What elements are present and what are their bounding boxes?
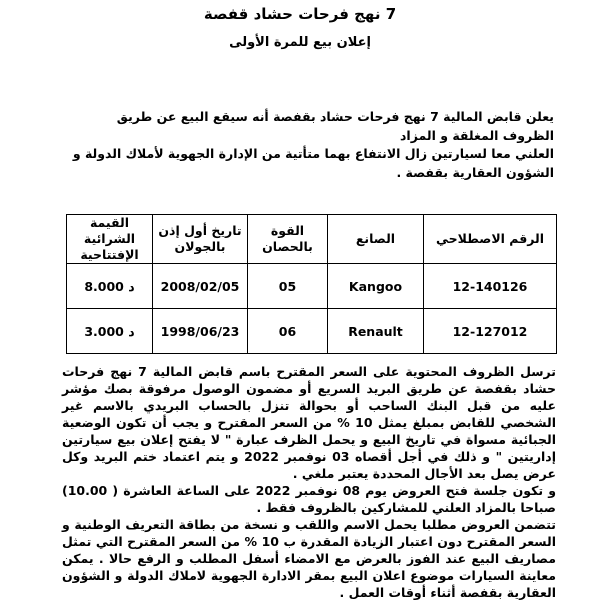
table-row [67, 264, 557, 309]
horsepower-cell: 05 [248, 264, 328, 309]
header-first-registration-date: تاريخ أول إذن بالجولان [153, 215, 248, 264]
horsepower-cell: 06 [248, 309, 328, 354]
terms-paragraph: تتضمن العروض مطلبا يحمل الاسم واللقب و نسخة من بطاقة التعريف الوطنية و السعر المقترح دون اعتبار الزيادة المقدرة ب 10 % من السعر المقترح التي تمثل مصاريف البيع عند الفوز بالعرض مع الامضاء أسفل المطلب و الرفع حالا . يمكن معاينة السيارات موضوع اعلان البيع بمقر الادارة الجهوية لاملاك الدولة و الشؤون العقارية بقفصة أثناء أوقات العمل . [62, 517, 556, 600]
header-horsepower: القوة بالحصان [248, 215, 328, 264]
intro-line: العلني معا لسيارتين زال الانتفاع بهما متأتية من الإدارة الجهوية لأملاك الدولة و الشؤون العقارية بقفصة . [72, 146, 554, 180]
table-row [67, 309, 557, 354]
registration-date-cell: 1998/06/23 [153, 309, 248, 354]
registration-number-cell: 12-127012 [424, 309, 557, 354]
registration-number-cell: 12-140126 [424, 264, 557, 309]
intro-paragraph [64, 108, 554, 182]
manufacturer-cell: Kangoo [328, 264, 424, 309]
opening-price-cell: 3.000 د [67, 309, 153, 354]
terms-paragraph: ترسل الظروف المحتوية على السعر المقترح باسم قابض المالية 7 نهج فرحات حشاد بقفصة عن طريق البريد السريع أو مضمون الوصول مرفوقة بصك مؤشر عليه من قبل البنك الساحب أو بحوالة تنزل بالحساب البريدي بالاسم غير الشخصي للقابض بمبلغ يمثل 10 % من السعر المقترح و يجب أن تكون الوضعية الجبائية مسواة في تاريخ البيع و يحمل الظرف عبارة " لا يفتح إعلان بيع سيارتين إداريتين " و ذلك في أجل أقصاه 03 نوفمبر 2022 و يتم اعتماد ختم البريد وكل عرض يصل بعد الأجال المحددة يعتبر ملغي . [62, 364, 557, 481]
manufacturer-cell: Renault [328, 309, 424, 354]
opening-price-cell: 8.000 د [67, 264, 153, 309]
header-manufacturer: الصانع [328, 215, 424, 264]
registration-date-cell: 2008/02/05 [153, 264, 248, 309]
intro-line: يعلن قابض المالية 7 نهج فرحات حشاد بقفصة أنه سيقع البيع عن طريق الظروف المغلقة و المزاد [116, 109, 554, 143]
table-header-row [67, 215, 557, 264]
header-registration-number: الرقم الاصطلاحي [424, 215, 557, 264]
terms-paragraphs [62, 363, 556, 601]
document-title: 7 نهج فرحات حشاد قفصة [203, 5, 397, 23]
vehicles-table [66, 214, 557, 354]
terms-paragraph: و تكون جلسة فتح العروض يوم 08 نوفمبر 2022 على الساعة العاشرة ( 10.00) صباحا بالمزاد العلني للمشاركين بالظروف فقط . [62, 483, 556, 515]
header-opening-price: القيمة الشرائية الإفتتاحية [67, 215, 153, 264]
document-subtitle: إعلان بيع للمرة الأولى [229, 35, 371, 50]
